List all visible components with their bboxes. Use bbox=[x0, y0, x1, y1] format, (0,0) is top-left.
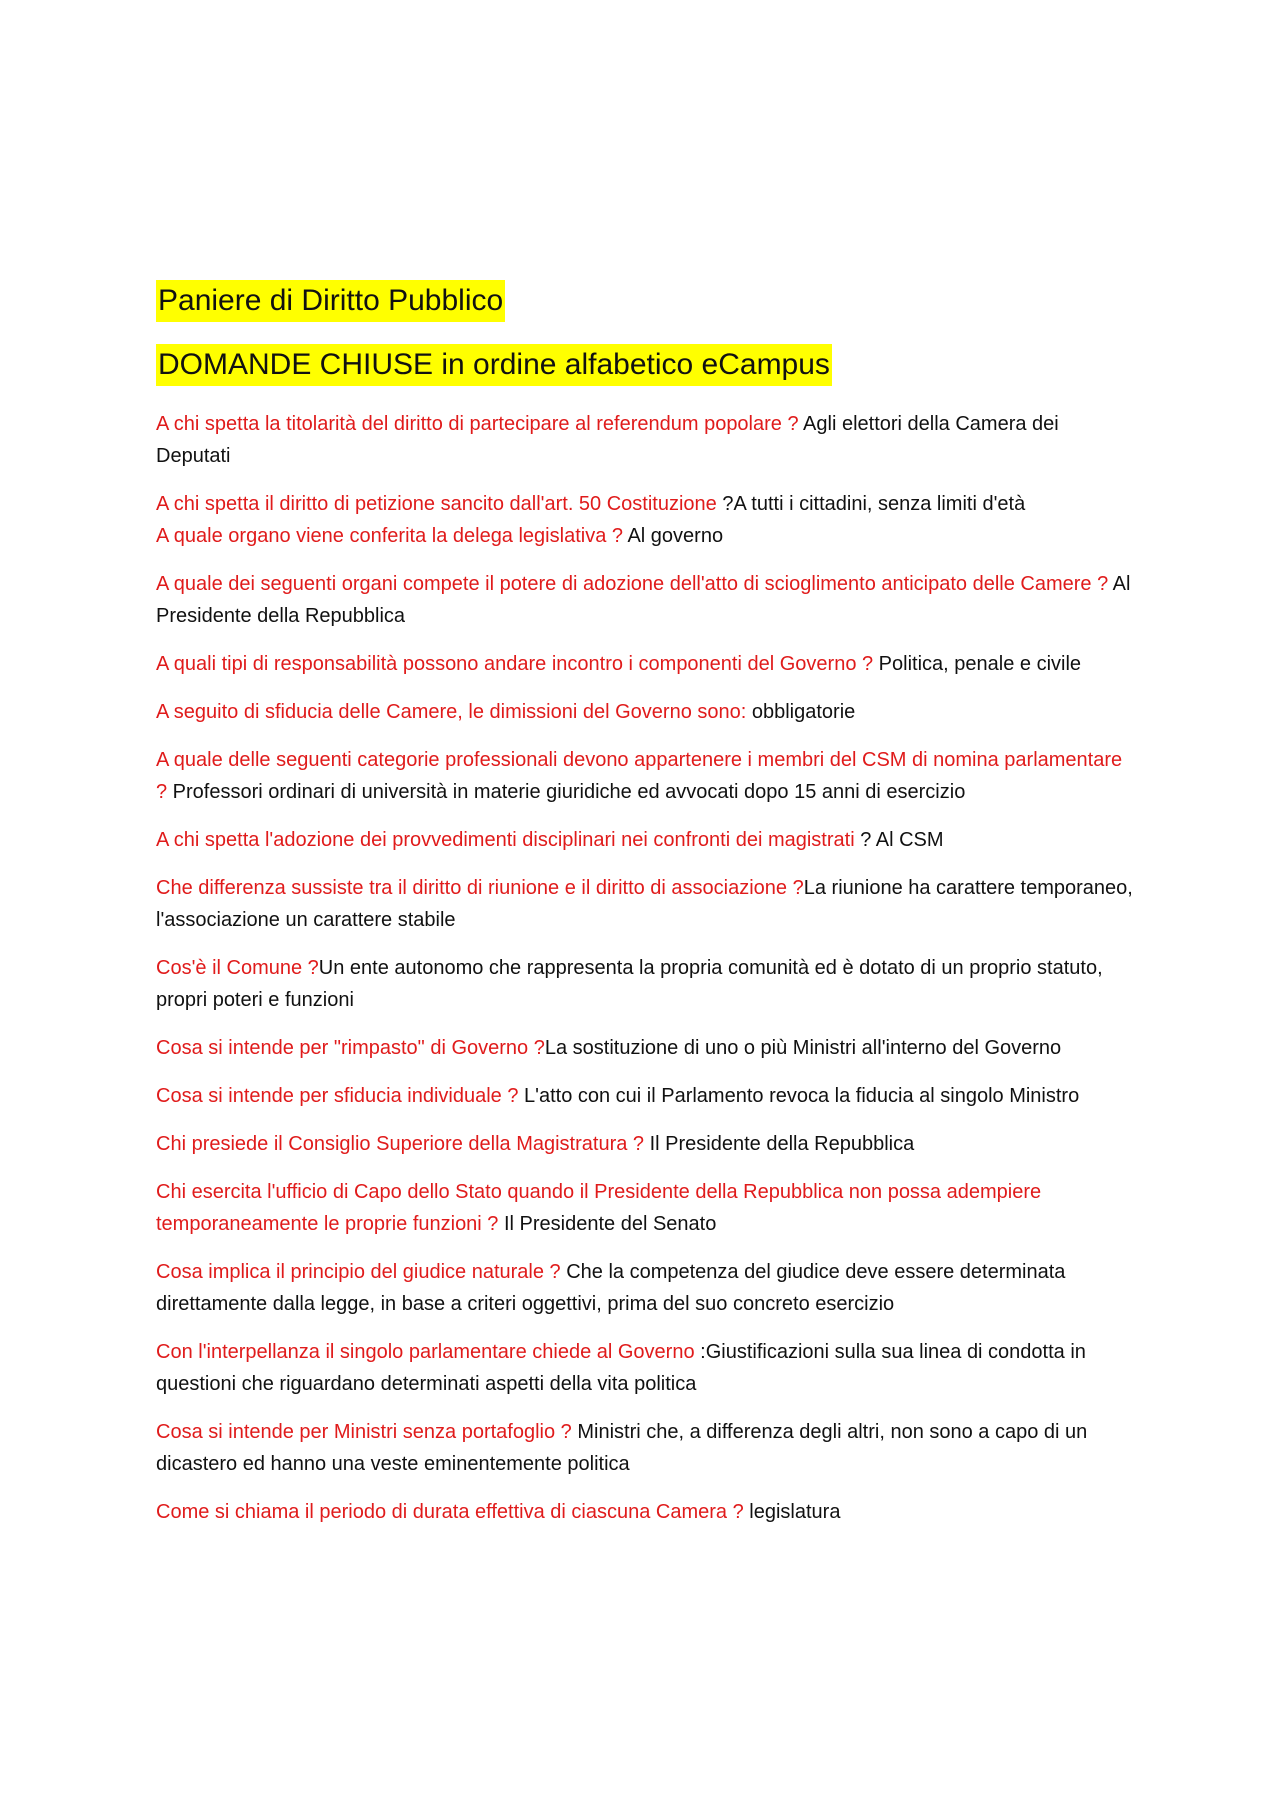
question-text: Cosa implica il principio del giudice naturale ? bbox=[156, 1261, 561, 1283]
question-item bbox=[156, 952, 1136, 1016]
answer-text: Politica, penale e civile bbox=[873, 653, 1082, 675]
question-item bbox=[156, 1416, 1136, 1480]
question-item bbox=[156, 1336, 1136, 1400]
answer-text: Al Presidente della Repubblica bbox=[156, 573, 1131, 627]
question-item bbox=[156, 520, 1136, 552]
question-text: Cosa si intende per Ministri senza portafoglio ? bbox=[156, 1421, 572, 1443]
answer-text: La sostituzione di uno o più Ministri all'interno del Governo bbox=[544, 1037, 1062, 1059]
question-item bbox=[156, 872, 1136, 936]
question-text: Cosa si intende per "rimpasto" di Governo ? bbox=[156, 1037, 545, 1059]
answer-text: Un ente autonomo che rappresenta la propria comunità ed è dotato di un proprio statuto, propri poteri e funzioni bbox=[156, 957, 1103, 1011]
answer-text: Agli elettori della Camera dei Deputati bbox=[156, 413, 1059, 467]
question-text: A chi spetta l'adozione dei provvedimenti disciplinari nei confronti dei magistrati bbox=[156, 829, 855, 851]
answer-text: La riunione ha carattere temporaneo, l'associazione un carattere stabile bbox=[156, 877, 1133, 931]
question-item bbox=[156, 824, 1136, 856]
answer-text: ? Al CSM bbox=[854, 829, 944, 851]
answer-text: obbligatorie bbox=[746, 701, 856, 723]
question-item bbox=[156, 568, 1136, 632]
question-text: Come si chiama il periodo di durata effettiva di ciascuna Camera ? bbox=[156, 1501, 744, 1523]
answer-text: Che la competenza del giudice deve essere determinata direttamente dalla legge, in base a criteri oggettivi, prima del suo concreto esercizio bbox=[156, 1261, 1066, 1315]
question-text: A quale delle seguenti categorie professionali devono appartenere i membri del CSM di nomina parlamentare ? bbox=[156, 749, 1123, 803]
question-text: A chi spetta la titolarità del diritto di partecipare al referendum popolare ? bbox=[156, 413, 799, 435]
question-text: Cos'è il Comune ? bbox=[156, 957, 319, 979]
question-item bbox=[156, 1080, 1136, 1112]
document-title: Paniere di Diritto Pubblico bbox=[156, 280, 505, 322]
subtitle-row bbox=[156, 344, 1136, 386]
question-item bbox=[156, 1176, 1136, 1240]
answer-text: Il Presidente della Repubblica bbox=[644, 1133, 915, 1155]
question-text: A chi spetta il diritto di petizione sancito dall'art. 50 Costituzione bbox=[156, 493, 723, 515]
answer-text: ?A tutti i cittadini, senza limiti d'età bbox=[722, 493, 1026, 515]
question-item bbox=[156, 488, 1136, 520]
question-list bbox=[156, 408, 1136, 1528]
question-item bbox=[156, 1496, 1136, 1528]
question-item bbox=[156, 696, 1136, 728]
answer-text: Professori ordinari di università in materie giuridiche ed avvocati dopo 15 anni di esercizio bbox=[167, 781, 966, 803]
question-item bbox=[156, 408, 1136, 472]
question-text: Chi presiede il Consiglio Superiore della Magistratura ? bbox=[156, 1133, 645, 1155]
answer-text: L'atto con cui il Parlamento revoca la fiducia al singolo Ministro bbox=[518, 1085, 1080, 1107]
document-subtitle: DOMANDE CHIUSE in ordine alfabetico eCampus bbox=[156, 344, 832, 386]
question-text: Che differenza sussiste tra il diritto di riunione e il diritto di associazione ? bbox=[156, 877, 804, 899]
answer-text: Il Presidente del Senato bbox=[498, 1213, 717, 1235]
question-text: A quale organo viene conferita la delega legislativa ? bbox=[156, 525, 623, 547]
question-text: A quale dei seguenti organi compete il potere di adozione dell'atto di scioglimento anticipato delle Camere ? bbox=[156, 573, 1109, 595]
answer-text: Ministri che, a differenza degli altri, non sono a capo di un dicastero ed hanno una veste eminentemente politica bbox=[156, 1421, 1088, 1475]
question-item bbox=[156, 1128, 1136, 1160]
question-text: A seguito di sfiducia delle Camere, le dimissioni del Governo sono: bbox=[156, 701, 747, 723]
question-item bbox=[156, 744, 1136, 808]
document-content bbox=[156, 280, 1136, 1544]
question-item bbox=[156, 648, 1136, 680]
title-row bbox=[156, 280, 1136, 322]
question-item bbox=[156, 1032, 1136, 1064]
question-text: Con l'interpellanza il singolo parlamentare chiede al Governo bbox=[156, 1341, 701, 1363]
answer-text: legislatura bbox=[743, 1501, 841, 1523]
question-item bbox=[156, 1256, 1136, 1320]
question-text: A quali tipi di responsabilità possono andare incontro i componenti del Governo ? bbox=[156, 653, 874, 675]
question-text: Cosa si intende per sfiducia individuale ? bbox=[156, 1085, 519, 1107]
question-text: Chi esercita l'ufficio di Capo dello Stato quando il Presidente della Repubblica non possa adempiere temporaneamente le proprie funzioni ? bbox=[156, 1181, 1042, 1235]
answer-text: Al governo bbox=[623, 525, 724, 547]
answer-text: :Giustificazioni sulla sua linea di condotta in questioni che riguardano determinati aspetti della vita politica bbox=[156, 1341, 1086, 1395]
